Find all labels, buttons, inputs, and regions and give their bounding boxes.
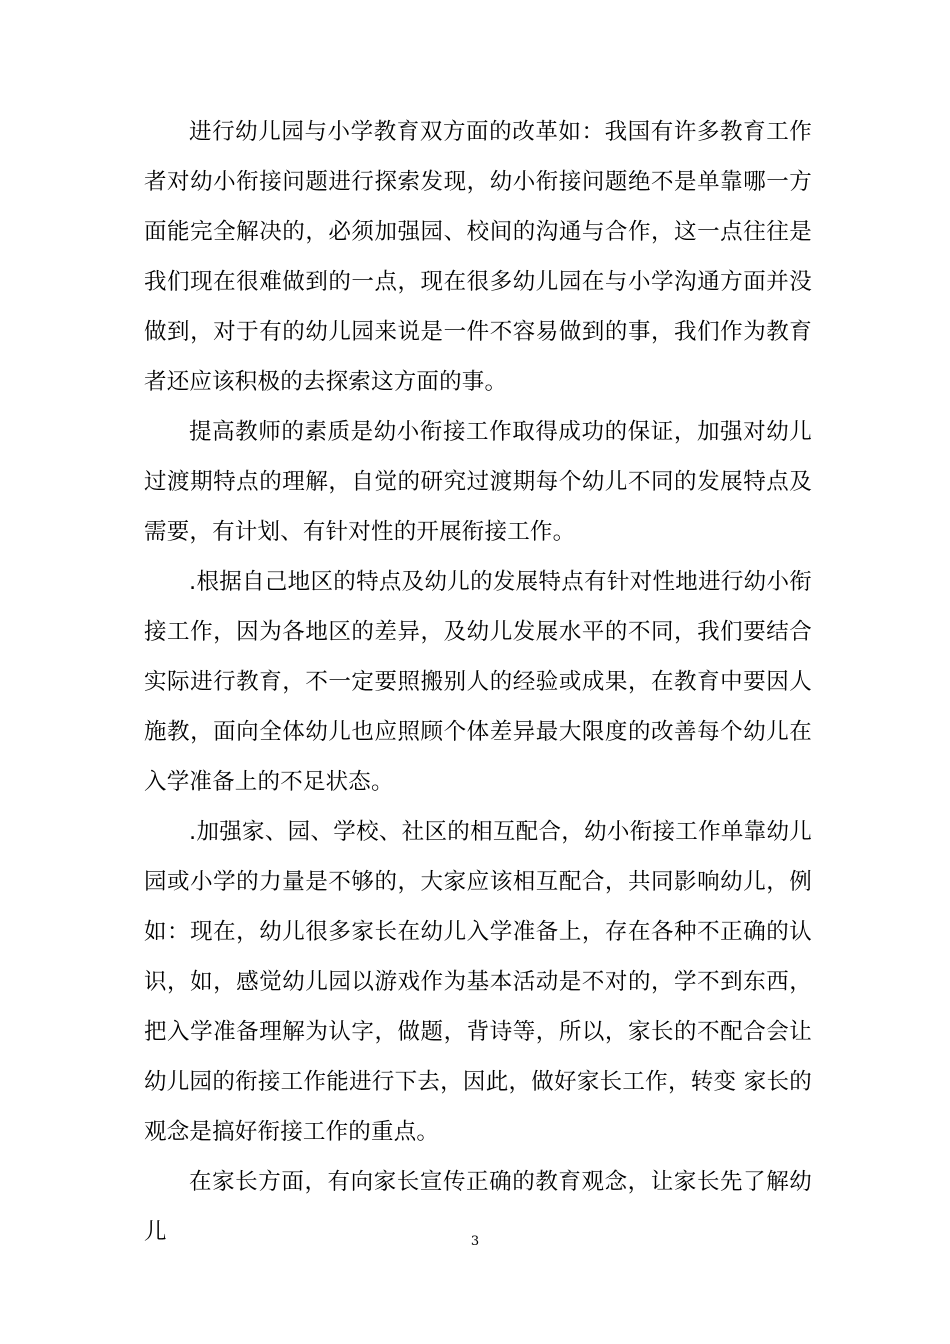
page-number: 3 bbox=[470, 1234, 480, 1249]
paragraph-2: 提高教师的素质是幼小衔接工作取得成功的保证，加强对幼儿过渡期特点的理解，自觉的研究过渡期每个幼儿不同的发展特点及需要，有计划、有针对性的开展衔接工作。 bbox=[144, 419, 812, 545]
body-text bbox=[144, 107, 812, 1257]
paragraph-1: 进行幼儿园与小学教育双方面的改革如：我国有许多教育工作者对幼小衔接问题进行探索发现，幼小衔接问题绝不是单靠哪一方面能完全解决的，必须加强园、校间的沟通与合作，这一点往往是我们现在很难做到的一点，现在很多幼儿园在与小学沟通方面并没做到，对于有的幼儿园来说是一件不容易做到的事，我们作为教育者还应该积极的去探索这方面的事。 bbox=[144, 119, 812, 395]
paragraph-5: 在家长方面，有向家长宣传正确的教育观念，让家长先了解幼儿 bbox=[144, 1169, 812, 1245]
paragraph-4: .加强家、园、学校、社区的相互配合，幼小衔接工作单靠幼儿园或小学的力量是不够的，大家应该相互配合，共同影响幼儿，例如：现在，幼儿很多家长在幼儿入学准备上，存在各种不正确的认识，如，感觉幼儿园以游戏作为基本活动是不对的，学不到东西，把入学准备理解为认字，做题，背诗等，所以，家长的不配合会让幼儿园的衔接工作能进行下去，因此，做好家长工作，转变 家长的观念是搞好衔接工作的重点。 bbox=[144, 819, 812, 1145]
paragraph-3: .根据自己地区的特点及幼儿的发展特点有针对性地进行幼小衔接工作，因为各地区的差异，及幼儿发展水平的不同，我们要结合实际进行教育，不一定要照搬别人的经验或成果，在教育中要因人施教，面向全体幼儿也应照顾个体差异最大限度的改善每个幼儿在入学准备上的不足状态。 bbox=[144, 569, 812, 795]
